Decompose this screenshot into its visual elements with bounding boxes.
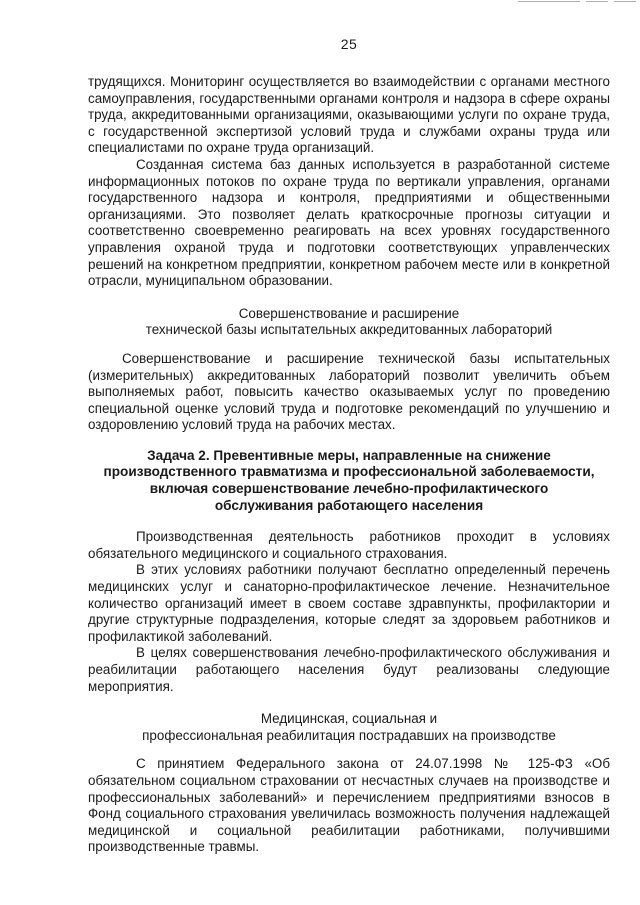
task-heading-line: включая совершенствование лечебно-профилактического [149,481,549,497]
section-title-line: технической базы испытательных аккредитованных лабораторий [145,322,553,338]
paragraph-monitoring: трудящихся. Мониторинг осуществляется во взаимодействии с органами местного самоуправления, государственными органами контроля и надзора в сфере охраны труда, аккредитованными организациями, оказывающими услуги по охране труда, с государственной экспертизой условий труда и службами охраны труда или специалистами по охране труда организаций. [88,74,610,156]
section-title-line: профессиональная реабилитация пострадавших на производстве [142,727,556,743]
paragraph-laboratories: Совершенствование и расширение технической базы испытательных (измерительных) аккредитованных лабораторий позволит увеличить объем выполняемых работ, повысить качество оказываемых услуг по проведению специальной оценке условий труда и подготовке рекомендаций по улучшению и оздоровлению условий труда на рабочих местах. [88,350,610,433]
task-heading-line: Задача 2. Превентивные меры, направленные на снижение [147,447,551,463]
paragraph-measures: В целях совершенствования лечебно-профилактического обслуживания и реабилитации работающего населения будут реализованы следующие мероприятия. [88,645,610,694]
task-2-heading [88,448,610,514]
task-heading-line: производственного травматизма и профессиональной заболеваемости, [103,464,595,480]
section-title-line: Совершенствование и расширение [238,305,460,321]
section-title-rehabilitation [88,711,610,744]
document-page [88,36,610,856]
paragraph-medical-services: В этих условиях работники получают бесплатно определенный перечень медицинских услуг и санаторно-профилактическое лечение. Незначительное количество организаций имеет в своем составе здравпункты, профилактории и другие структурные подразделения, которые следят за здоровьем работников и профилактикой заболеваний. [88,562,610,644]
paragraph-federal-law: С принятием Федерального закона от 24.07.1998 № 125-ФЗ «Об обязательном социальном страховании от несчастных случаев на производстве и профессиональных заболеваний» и перечислением предприятиями взносов в Фонд социального страхования увеличилась возможность получения надлежащей медицинской и социальной реабилитации работниками, получившими производственные травмы. [88,756,610,855]
paragraph-production-activity: Производственная деятельность работников проходит в условиях обязательного медицинского и социального страхования. [88,529,610,561]
section-title-laboratories [88,306,610,339]
paragraph-database-system: Созданная система баз данных используется в разработанной системе информационных потоков по охране труда по вертикали управления, органами государственного надзора и контроля, предприятиями и общественными организациями. Это позволяет делать краткосрочные прогнозы ситуации и соответственно своевременно реагировать на всех уровнях государственного управления охраной труда и подготовки соответствующих управленческих решений на конкретном предприятии, конкретном рабочем месте или в конкретной отрасли, муниципальном образовании. [88,156,610,289]
scan-edge-marks [512,0,640,4]
section-title-line: Медицинская, социальная и [260,711,438,727]
task-heading-line: обслуживания работающего населения [214,497,484,513]
page-number: 25 [340,36,358,52]
